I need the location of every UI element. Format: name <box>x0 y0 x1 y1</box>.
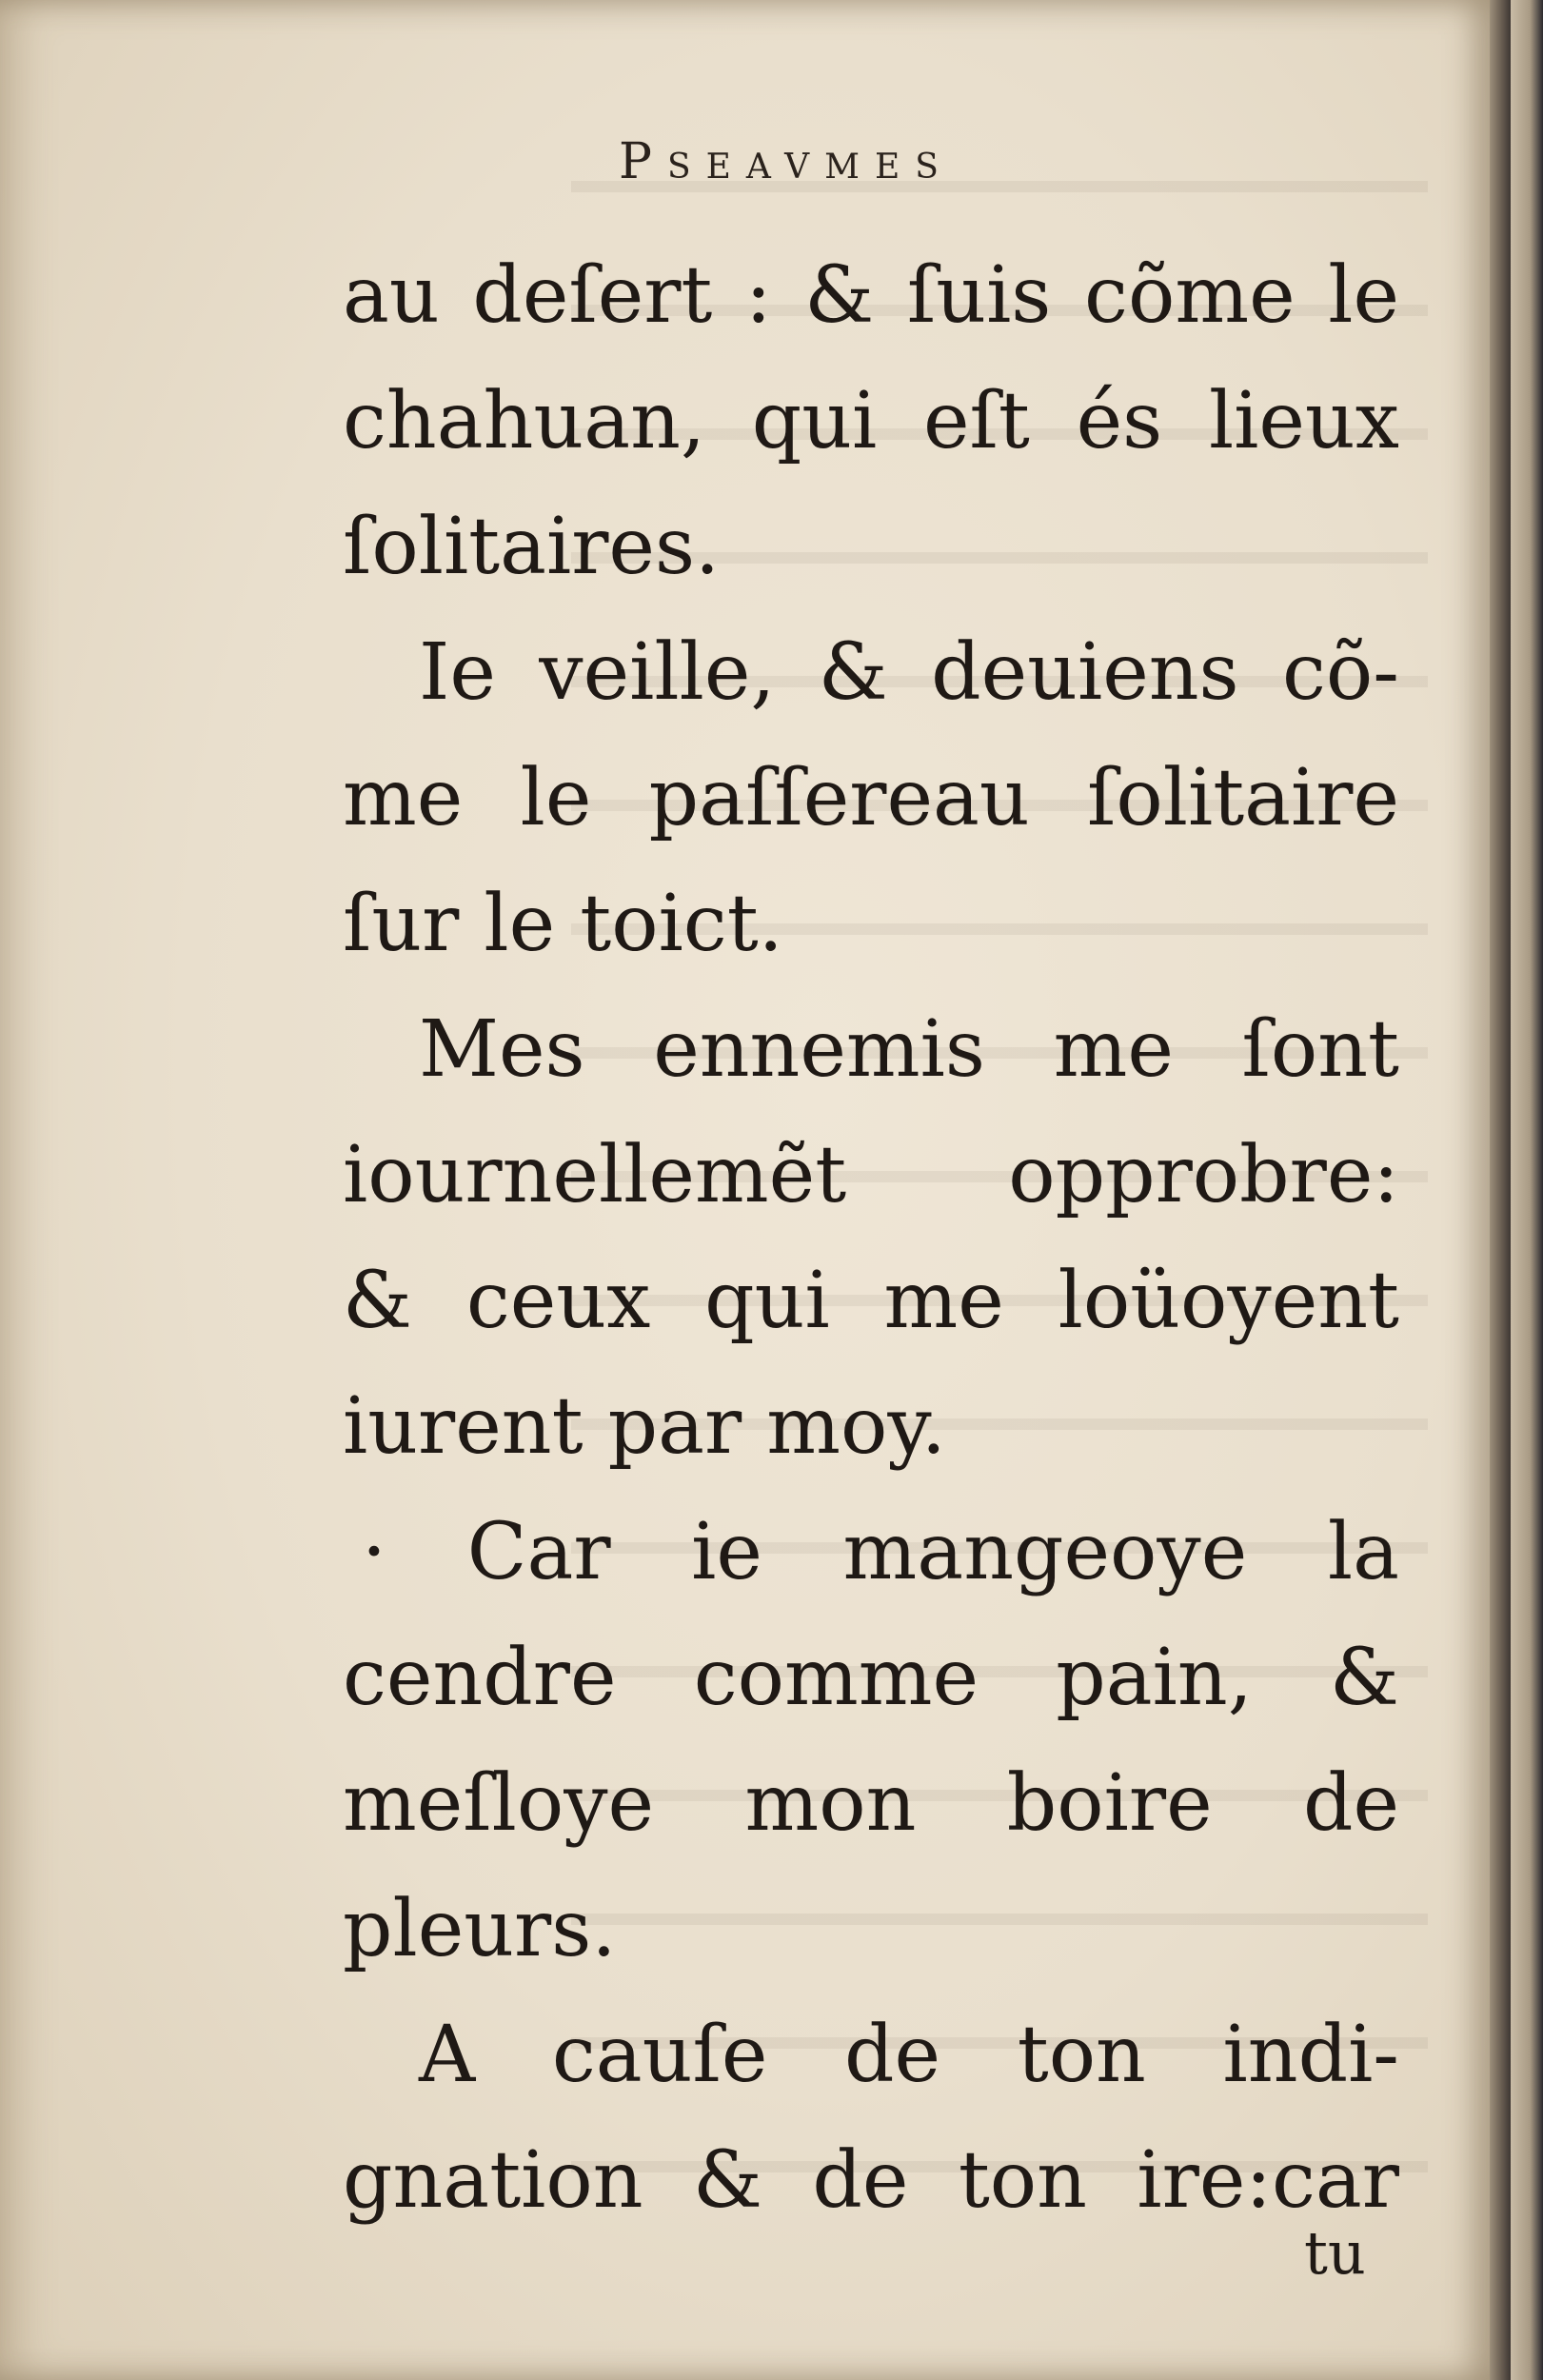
text-line: iurent par moy. <box>343 1381 946 1472</box>
text-line: Ie veille, & deuiens cõ- <box>419 627 1399 718</box>
text-line: gnation & de ton ire:car <box>343 2135 1399 2226</box>
text-line: & ceux qui me loüoyent <box>343 1256 1399 1346</box>
text-line: pleurs. <box>343 1884 617 1974</box>
text-line: Mes ennemis me ſont <box>419 1004 1399 1095</box>
next-page-edge <box>1511 0 1543 2380</box>
text-line: ſur le toict. <box>343 879 783 969</box>
text-line: cendre comme pain, & <box>343 1633 1399 1723</box>
text-line: · Car ie mangeoye la <box>362 1507 1399 1597</box>
page-edge <box>1490 0 1511 2380</box>
catchword: tu <box>1304 2218 1366 2288</box>
text-line: chahuan, qui eſt és lieux <box>343 376 1399 466</box>
text-line: ſolitaires. <box>343 502 721 592</box>
body-text <box>343 233 1399 2244</box>
running-head: Pseavmes <box>619 133 954 190</box>
text-line: au deſert : & ſuis cõme le <box>343 250 1399 341</box>
text-line: iournellemẽt opprobre: <box>343 1130 1399 1220</box>
text-line: A cauſe de ton indi- <box>419 2010 1399 2100</box>
text-line: me le paſſereau ſolitaire <box>343 753 1399 843</box>
text-line: meſloye mon boire de <box>343 1758 1399 1849</box>
